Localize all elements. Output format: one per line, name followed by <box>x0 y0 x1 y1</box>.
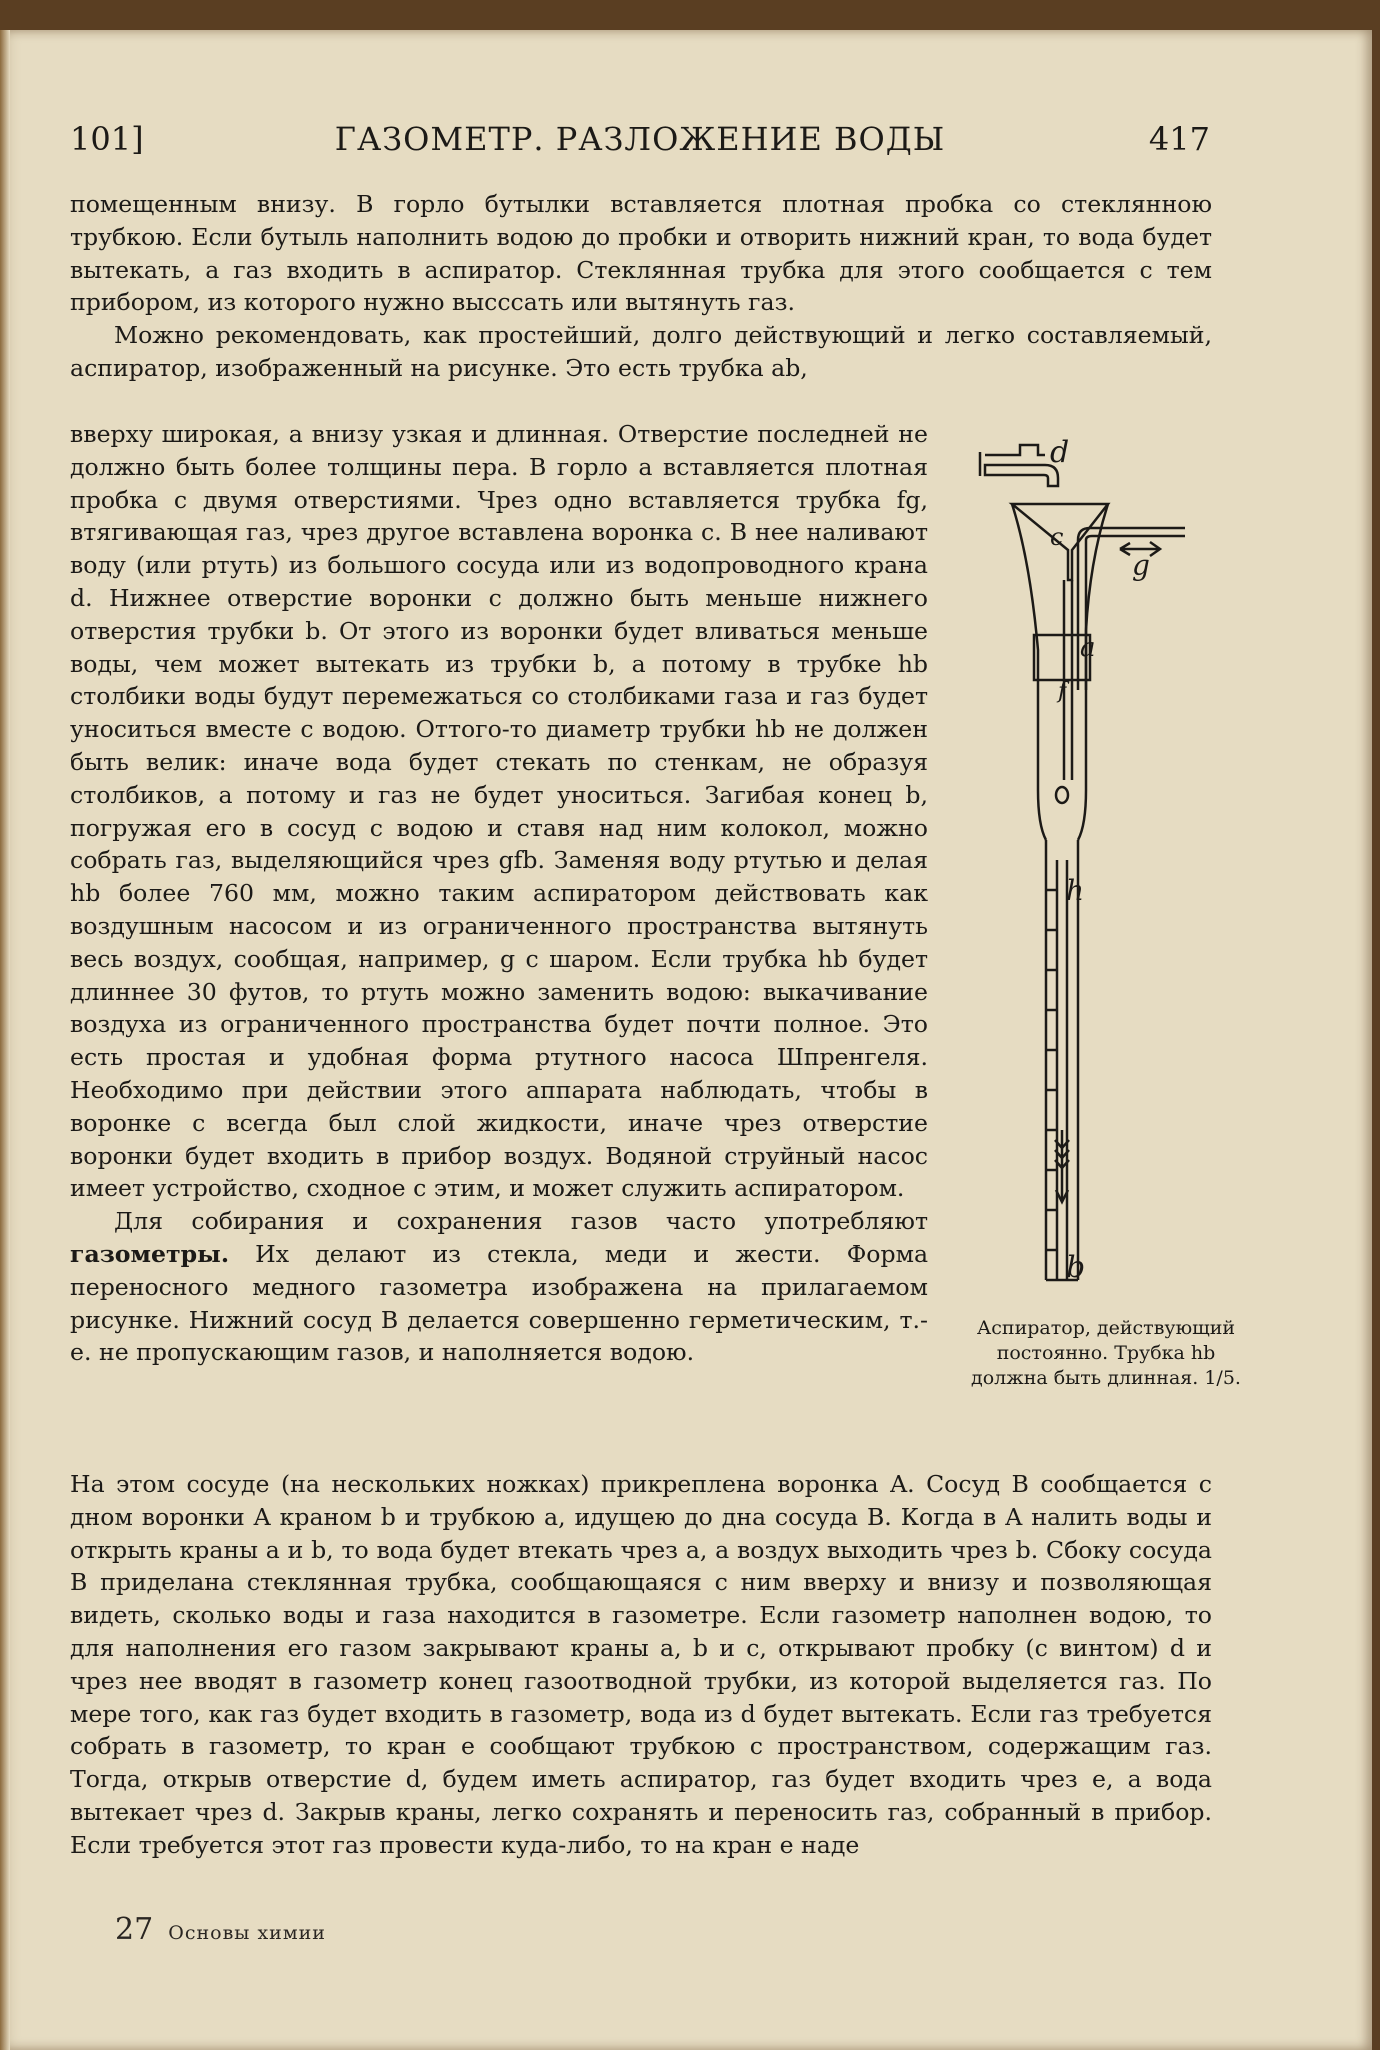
text-block-top <box>70 188 1212 385</box>
label-g: g <box>1132 549 1150 582</box>
paragraph-aspirator-description: вверху широкая, а внизу узкая и длинная. Отверстие последней не должно быть более толщины пера. В горло a вставляется плотная пробка с двумя отверстиями. Чрез одно вставляется трубка fg, втягивающая газ, чрез другое вставлена воронка c. В нее наливают воду (или ртуть) из большого сосуда или из водопроводного крана d. Нижнее отверстие воронки c должно быть меньше нижнего отверстия трубки b. От этого из воронки будет вливаться меньше воды, чем может вытекать из трубки b, а потому в трубке hb столбики воды будут перемежаться со столбиками газа и газ будет уноситься вместе с водою. Оттого-то диаметр трубки hb не должен быть велик: иначе вода будет стекать по стенкам, не образуя столбиков, а потому и газ не будет уноситься. Загибая конец b, погружая его в сосуд с водою и ставя над ним колокол, можно собрать газ, выделяющийся чрез gfb. Заменяя воду ртутью и делая hb более 760 мм, можно таким аспиратором действовать как воздушным насосом и из ограниченного пространства вытянуть весь воздух, сообщая, например, g с шаром. Если трубка hb будет длиннее 30 футов, то ртуть можно заменить водою: выкачивание воздуха из ограниченного пространства будет почти полное. Это есть простая и удобная форма ртутного насоса Шпренгеля. Необходимо при действии этого аппарата наблюдать, чтобы в воронке c всегда был слой жидкости, иначе чрез отверстие воронки будет входить в прибор воздух. Водяной струйный насос имеет устройство, сходное с этим, и может служить аспиратором. <box>70 420 928 1203</box>
paragraph-continuation: помещенным внизу. В горло бутылки вставляется плотная пробка со стеклянною трубкою. Если бутыль наполнить водою до пробки и отворить нижний кран, то вода будет вытекать, а газ входить в аспиратор. Стеклянная трубка для этого сообщается с тем прибором, из которого нужно высссать или вытянуть газ. <box>70 190 1212 317</box>
signature-title: Основы химии <box>168 1922 326 1944</box>
page-number: 417 <box>1148 120 1210 158</box>
paragraph-gasometer-description: На этом сосуде (на нескольких ножках) прикреплена воронка A. Сосуд B сообщается с дном воронки A краном b и трубкою a, идущею до дна сосуда B. Когда в A налить воды и открыть краны a и b, то вода будет втекать чрез a, а воздух выходить чрез b. Сбоку сосуда B приделана стеклянная трубка, сообщающаяся с ним вверху и внизу и позволяющая видеть, сколько воды и газа находится в газометре. Если газометр наполнен водою, то для наполнения его газом закрывают краны a, b и c, открывают пробку (с винтом) d и чрез нее вводят в газометр конец газоотводной трубки, из которой выделяется газ. По мере того, как газ будет входить в газометр, вода из d будет вытекать. Если газ требуется собрать в газометр, то кран e сообщают трубкою с пространством, содержащим газ. Тогда, открыв отверстие d, будем иметь аспиратор, газ будет входить чрез e, а вода вытекает чрез d. Закрыв краны, легко сохранять и переносить газ, собранный в прибор. Если требуется этот газ провести куда-либо, то на кран e наде <box>70 1470 1212 1859</box>
text-block-narrow <box>70 418 928 1369</box>
gasometer-intro-continuation: Их делают из стекла, меди и жести. Форма переносного медного газометра изображена на прилагаемом рисунке. Нижний сосуд B делается совершенно герметическим, т.-е. не пропускающим газов, и наполняется водою. <box>70 1239 929 1367</box>
label-c: c <box>1050 523 1064 551</box>
gasometer-intro-text: Для собирания и сохранения газов часто употребляют <box>114 1207 928 1236</box>
gasometer-term: газометры. <box>70 1239 230 1268</box>
label-f: f <box>1058 679 1067 704</box>
figure-caption: Аспиратор, действующий постоянно. Трубка hb должна быть длинная. 1/5. <box>971 1317 1241 1389</box>
running-head <box>70 120 1210 170</box>
text-block-bottom <box>70 1468 1212 1862</box>
book-spine-shadow <box>0 30 10 2050</box>
aspirator-diagram <box>960 430 1220 1320</box>
label-a: a <box>1080 633 1096 663</box>
label-d: d <box>1050 435 1070 470</box>
label-h: h <box>1066 874 1085 907</box>
signature-number: 27 <box>115 1912 154 1947</box>
page-title: ГАЗОМЕТР. РАЗЛОЖЕНИЕ ВОДЫ <box>334 120 946 158</box>
printer-signature <box>115 1912 326 1947</box>
paragraph-aspirator-intro: Можно рекомендовать, как простейший, долго действующий и легко составляемый, аспиратор, изображенный на рисунке. Это есть трубка ab, <box>70 321 1212 382</box>
aspirator-figure <box>960 430 1220 1320</box>
paragraph-gasometer-intro <box>70 1205 928 1369</box>
section-number: 101] <box>70 120 144 158</box>
label-b: b <box>1066 1250 1086 1285</box>
